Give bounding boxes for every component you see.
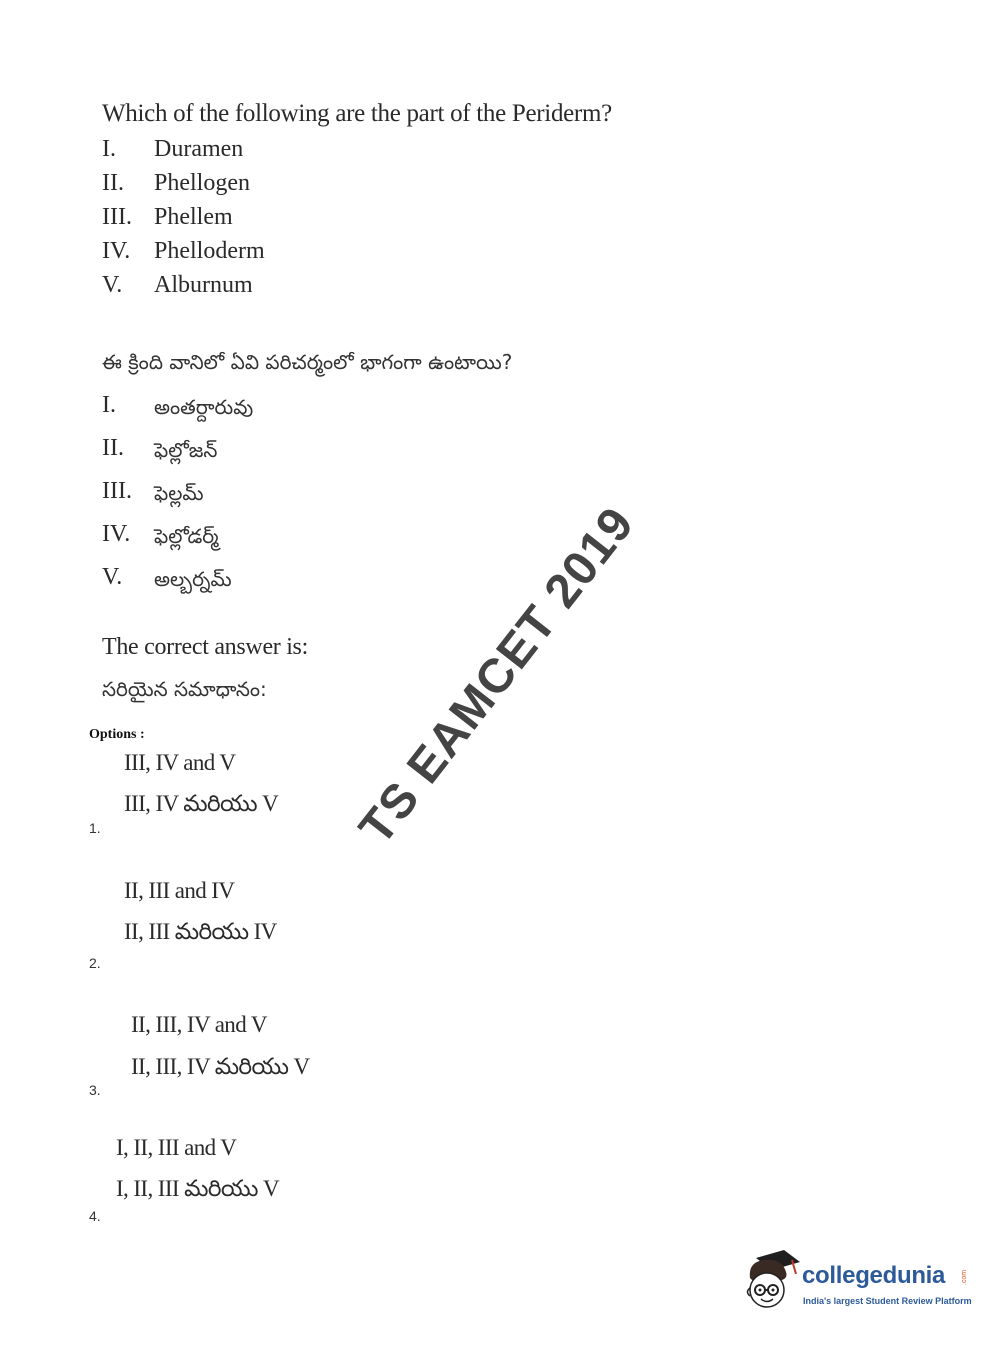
option-number: 2. [89, 955, 101, 971]
option-number: 1. [89, 820, 101, 836]
logo-tagline: India's largest Student Review Platform [803, 1296, 972, 1306]
english-item-number: II. [102, 170, 124, 196]
logo-suffix: .com [961, 1269, 969, 1286]
answer-prompt-telugu: సరియైన సమాధానం: [102, 677, 267, 701]
option-number: 4. [89, 1208, 101, 1224]
option-text-telugu: II, III, IV మరియు V [131, 1054, 310, 1079]
english-item-number: IV. [102, 238, 131, 264]
option-text-telugu: III, IV మరియు V [124, 791, 279, 816]
english-item-number: I. [102, 136, 116, 162]
telugu-item-number: IV. [102, 521, 131, 547]
collegedunia-logo[interactable] [742, 1248, 972, 1318]
english-item-text: Alburnum [154, 272, 253, 298]
telugu-item-text: ఫెల్లోజన్ [154, 438, 218, 462]
english-item-number: III. [102, 204, 132, 230]
option-text-english: III, IV and V [124, 750, 236, 775]
telugu-item-number: II. [102, 435, 124, 461]
telugu-item-number: I. [102, 392, 116, 418]
answer-prompt-english: The correct answer is: [102, 634, 308, 660]
telugu-item-number: V. [102, 564, 123, 590]
english-item-number: V. [102, 272, 123, 298]
telugu-item-number: III. [102, 478, 132, 504]
logo-brand-text: collegedunia [802, 1262, 946, 1289]
question-title-english: Which of the following are the part of the Periderm? [102, 100, 612, 127]
option-text-english: I, II, III and V [116, 1135, 237, 1160]
telugu-item-text: అల్బర్నమ్ [154, 567, 232, 591]
option-text-english: II, III and IV [124, 878, 235, 903]
option-text-telugu: II, III మరియు IV [124, 919, 277, 944]
mascot-icon [742, 1248, 802, 1318]
english-item-text: Phellogen [154, 170, 250, 196]
option-text-english: II, III, IV and V [131, 1012, 267, 1037]
english-item-text: Phelloderm [154, 238, 265, 264]
options-label: Options : [89, 727, 145, 742]
english-item-text: Phellem [154, 204, 233, 230]
watermark: TS EAMCET 2019 [349, 497, 645, 855]
telugu-item-text: ఫెల్లోడర్మ్ [154, 524, 219, 548]
option-number: 3. [89, 1082, 101, 1098]
telugu-item-text: ఫెల్లమ్ [154, 481, 204, 505]
english-item-text: Duramen [154, 136, 244, 162]
telugu-item-text: అంతర్దారువు [154, 395, 254, 419]
question-title-telugu: ఈ క్రింది వానిలో ఏవి పరిచర్మంలో భాగంగా ఉంటాయి? [102, 350, 513, 374]
option-text-telugu: I, II, III మరియు V [116, 1176, 279, 1201]
